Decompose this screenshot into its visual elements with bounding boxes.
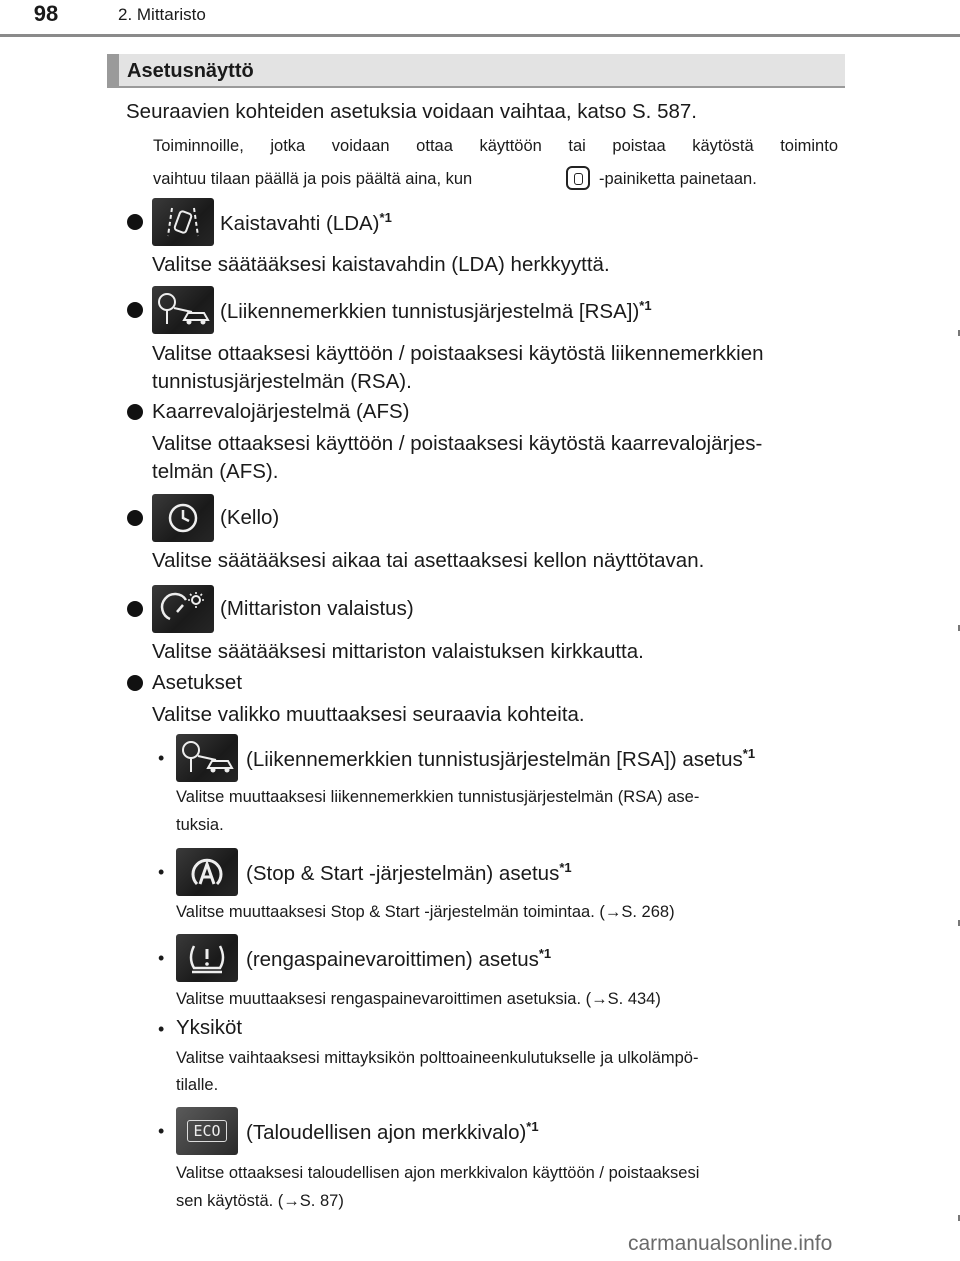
road-sign-assist-icon xyxy=(176,734,238,782)
eco-indicator-icon xyxy=(176,1107,238,1155)
sub-rsa-label: (Liikennemerkkien tunnistusjärjestelmän [RSA]) asetus$^{*1}$ xyxy=(246,746,756,771)
item-afs-label: Kaarrevalojärjestelmä (AFS) xyxy=(152,400,410,423)
intro-text: Seuraavien kohteiden asetuksia voidaan vaihtaa, katso S. 587. xyxy=(126,100,697,123)
note-text-line2a: vaihtuu tilaan päällä ja pois päältä aina, kun xyxy=(153,170,473,188)
item-afs-desc-line1: Valitse ottaaksesi käyttöön / poistaaksesi käytöstä kaarrevalojärjes- xyxy=(152,432,763,455)
meter-brightness-icon xyxy=(152,585,214,633)
watermark-text: carmanualsonline.info xyxy=(628,1232,833,1255)
item-rsa-desc-line1: Valitse ottaaksesi käyttöön / poistaaksesi käytöstä liikennemerkkien xyxy=(152,342,764,365)
section-heading xyxy=(107,54,845,88)
sub-eco-label: (Taloudellisen ajon merkkivalo)$^{*1}$ xyxy=(246,1119,539,1144)
bullet-icon xyxy=(127,601,143,617)
sub-bullet: • xyxy=(158,948,165,968)
sub-bullet: • xyxy=(158,748,165,768)
bullet-icon xyxy=(127,214,143,230)
sub-eco-desc-line1: Valitse ottaaksesi taloudellisen ajon merkkivalon käyttöön / poistaaksesi xyxy=(176,1164,700,1182)
bullet-icon xyxy=(127,675,143,691)
section-title: Asetusnäyttö xyxy=(127,60,254,82)
item-brightness-desc: Valitse säätääksesi mittariston valaistuksen kirkkautta. xyxy=(152,640,644,663)
page-number: 98 xyxy=(33,1,59,26)
item-settings-label: Asetukset xyxy=(152,671,243,694)
eco-icon-text: ECO xyxy=(187,1120,226,1142)
item-lda-desc: Valitse säätääksesi kaistavahdin (LDA) herkkyyttä. xyxy=(152,253,610,276)
lane-departure-icon xyxy=(152,198,214,246)
chapter-title: 2. Mittaristo xyxy=(118,5,206,24)
sub-rsa-desc-line2: tuksia. xyxy=(176,816,224,834)
note-text-line1: Toiminnoille, jotka voidaan ottaa käyttöön tai poistaa käytöstä toiminto xyxy=(153,137,838,155)
sub-units-label: Yksiköt xyxy=(176,1016,243,1039)
bullet-icon xyxy=(127,302,143,318)
sub-bullet: • xyxy=(158,1121,165,1141)
clock-icon xyxy=(152,494,214,542)
item-rsa-label: (Liikennemerkkien tunnistusjärjestelmä [RSA])$^{*1}$ xyxy=(220,298,652,323)
sub-tire-desc: Valitse muuttaaksesi rengaspainevaroittimen asetuksia. (→S. 434) xyxy=(176,990,661,1008)
item-settings-desc: Valitse valikko muuttaaksesi seuraavia kohteita. xyxy=(152,703,585,726)
bullet-icon xyxy=(127,510,143,526)
item-clock-desc: Valitse säätääksesi aikaa tai asettaaksesi kellon näyttötavan. xyxy=(152,549,705,572)
road-sign-assist-icon xyxy=(152,286,214,334)
item-rsa-desc-line2: tunnistusjärjestelmän (RSA). xyxy=(152,370,412,393)
tire-pressure-icon xyxy=(176,934,238,982)
sub-units-desc-line2: tilalle. xyxy=(176,1076,219,1094)
sub-units-desc-line1: Valitse vaihtaaksesi mittayksikön polttoaineenkulutukselle ja ulkolämpö- xyxy=(176,1049,699,1067)
header-divider xyxy=(0,34,960,37)
item-brightness-label: (Mittariston valaistus) xyxy=(220,597,414,620)
item-lda-label: Kaistavahti (LDA)$^{*1}$ xyxy=(220,210,392,235)
display-button-icon xyxy=(566,166,590,190)
item-afs-desc-line2: telmän (AFS). xyxy=(152,460,279,483)
sub-bullet: • xyxy=(158,1019,165,1039)
stop-start-icon xyxy=(176,848,238,896)
sub-rsa-desc-line1: Valitse muuttaaksesi liikennemerkkien tunnistusjärjestelmän (RSA) ase- xyxy=(176,788,700,806)
sub-stopstart-desc: Valitse muuttaaksesi Stop & Start -järjestelmän toimintaa. (→S. 268) xyxy=(176,903,675,921)
page-header xyxy=(0,0,960,34)
sub-stopstart-label: (Stop & Start -järjestelmän) asetus$^{*1}$ xyxy=(246,860,572,885)
sub-eco-desc-line2: sen käytöstä. (→S. 87) xyxy=(176,1192,344,1210)
note-text-line2b: -painiketta painetaan. xyxy=(599,170,757,188)
sub-tire-label: (rengaspainevaroittimen) asetus$^{*1}$ xyxy=(246,946,552,971)
bullet-icon xyxy=(127,404,143,420)
item-clock-label: (Kello) xyxy=(220,506,280,529)
sub-bullet: • xyxy=(158,862,165,882)
